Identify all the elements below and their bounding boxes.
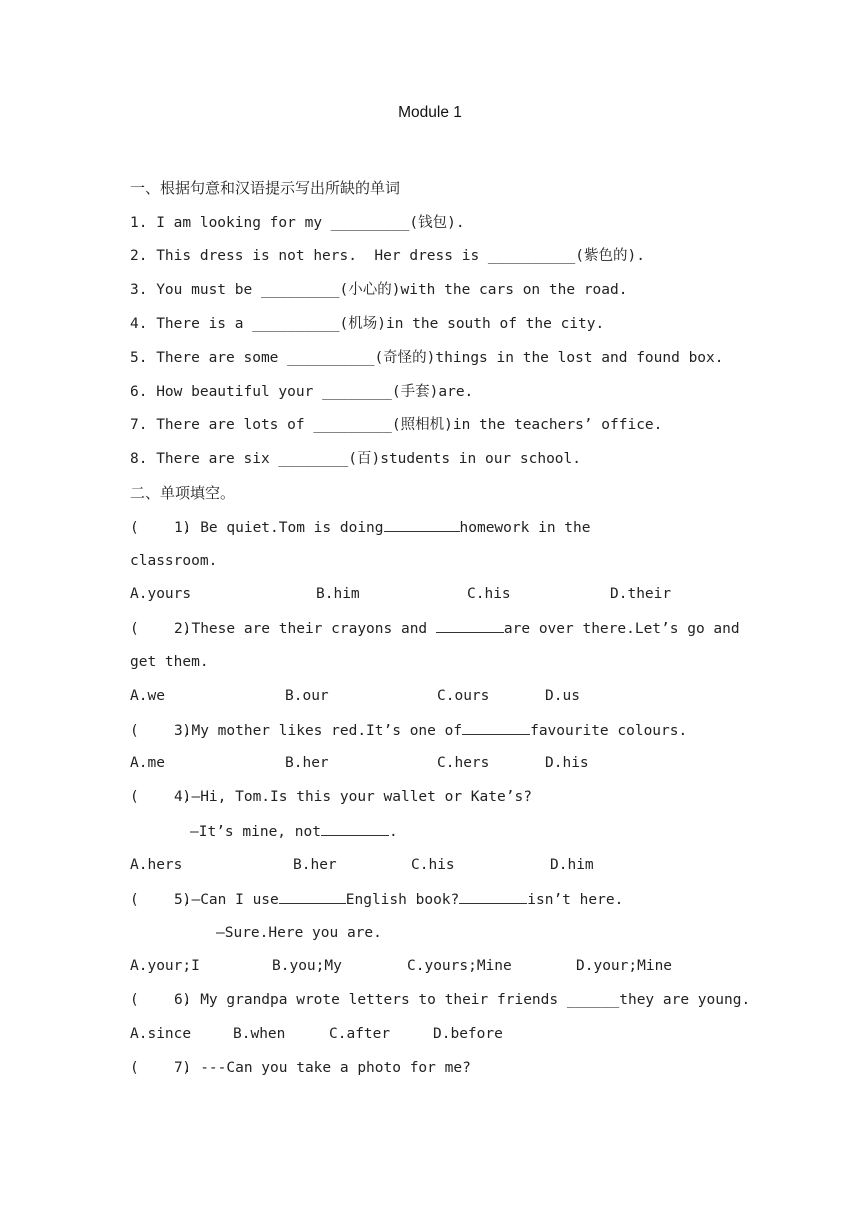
answer-blank[interactable]: _________ [330, 215, 410, 231]
option-d[interactable]: D.before [433, 1026, 503, 1042]
item-hint: (奇怪的)things in the lost and found box. [374, 350, 724, 366]
fill-item-3 [130, 279, 627, 301]
item-text: 6. How beautiful your [130, 384, 323, 400]
question-text: homework in the [459, 520, 591, 536]
option-d[interactable]: D.him [550, 857, 594, 873]
item-hint: (手套)are. [391, 384, 474, 400]
question-7 [130, 1057, 471, 1079]
option-a[interactable]: A.me [130, 755, 165, 771]
option-a[interactable]: A.yours [130, 586, 192, 602]
answer-blank[interactable]: ________ [278, 451, 349, 467]
option-c[interactable]: C.ours [437, 688, 490, 704]
option-a[interactable]: A.we [130, 688, 165, 704]
option-b[interactable]: B.him [316, 586, 360, 602]
option-c[interactable]: C.hers [437, 755, 490, 771]
fill-item-5 [130, 347, 724, 369]
option-d[interactable]: D.us [545, 688, 580, 704]
fill-item-7 [130, 414, 662, 436]
question-2-continuation: get them. [130, 654, 209, 670]
item-text: 3. You must be [130, 282, 261, 298]
question-1-continuation: classroom. [130, 553, 218, 569]
answer-blank[interactable]: __________ [487, 248, 576, 264]
answer-blank[interactable]: _________ [260, 282, 340, 298]
question-3 [130, 719, 687, 741]
option-d[interactable]: D.your;Mine [576, 958, 673, 974]
item-hint: (钱包). [409, 215, 465, 231]
answer-paren[interactable]: ( ) [130, 992, 192, 1008]
option-b[interactable]: B.her [285, 755, 329, 771]
answer-blank[interactable]: ________ [322, 384, 392, 400]
question-text: favourite colours. [530, 723, 688, 739]
page-title: Module 1 [398, 104, 462, 121]
question-text: English book? [345, 892, 460, 908]
answer-blank[interactable]: __________ [252, 316, 340, 332]
fill-item-8 [130, 448, 581, 470]
item-text: 7. There are lots of [130, 417, 314, 433]
answer-blank[interactable] [384, 516, 460, 532]
question-text: 4.—Hi, Tom.Is this your wallet or Kate’s? [174, 789, 532, 805]
item-text: 1. I am looking for my [130, 215, 331, 231]
question-text: they are young. [619, 992, 751, 1008]
answer-blank[interactable]: _________ [313, 417, 392, 433]
question-4 [130, 786, 532, 808]
item-text: 5. There are some [130, 350, 288, 366]
question-text: 7. ---Can you take a photo for me? [174, 1060, 471, 1076]
answer-blank[interactable] [462, 719, 530, 735]
answer-blank[interactable] [279, 888, 346, 904]
option-d[interactable]: D.his [545, 755, 589, 771]
question-5-reply: —Sure.Here you are. [216, 925, 382, 941]
option-b[interactable]: B.our [285, 688, 329, 704]
item-text: 8. There are six [130, 451, 279, 467]
fill-item-6 [130, 381, 473, 403]
option-b[interactable]: B.you;My [272, 958, 342, 974]
answer-paren[interactable]: ( ) [130, 1060, 192, 1076]
fill-item-1 [130, 212, 465, 234]
question-5 [130, 888, 623, 910]
option-d[interactable]: D.their [610, 586, 672, 602]
answer-paren[interactable]: ( ) [130, 621, 192, 637]
option-b[interactable]: B.when [233, 1026, 286, 1042]
option-a[interactable]: A.hers [130, 857, 183, 873]
question-text: 1. Be quiet.Tom is doing [174, 520, 384, 536]
question-6 [130, 989, 750, 1011]
answer-blank[interactable]: __________ [287, 350, 375, 366]
option-a[interactable]: A.your;I [130, 958, 200, 974]
section1-heading: 一、根据句意和汉语提示写出所缺的单词 [130, 179, 401, 197]
question-4-reply [190, 820, 398, 842]
item-text: 2. This dress is not hers. Her dress is [130, 248, 488, 264]
item-text: 4. There is a [130, 316, 253, 332]
item-hint: (紫色的). [575, 248, 645, 264]
fill-item-4 [130, 313, 604, 335]
answer-blank[interactable] [459, 888, 527, 904]
item-hint: (百)students in our school. [348, 451, 581, 467]
reply-text: . [388, 824, 398, 840]
option-c[interactable]: C.his [467, 586, 511, 602]
answer-paren[interactable]: ( ) [130, 892, 192, 908]
answer-paren[interactable]: ( ) [130, 789, 192, 805]
option-c[interactable]: C.his [411, 857, 455, 873]
question-text: are over there.Let’s go and [503, 621, 740, 637]
option-a[interactable]: A.since [130, 1026, 192, 1042]
reply-text: —It’s mine, not [190, 824, 321, 840]
item-hint: (照相机)in the teachers’ office. [391, 417, 663, 433]
question-text: isn’t here. [527, 892, 624, 908]
question-text: 3.My mother likes red.It’s one of [174, 723, 463, 739]
answer-blank[interactable]: ______ [566, 992, 620, 1008]
answer-blank[interactable] [436, 617, 504, 633]
section2-heading: 二、单项填空。 [130, 484, 236, 502]
question-1 [130, 516, 590, 538]
question-text: 6. My grandpa wrote letters to their friends [174, 992, 567, 1008]
answer-paren[interactable]: ( ) [130, 723, 192, 739]
answer-paren[interactable]: ( ) [130, 520, 192, 536]
question-text: 2.These are their crayons and [174, 621, 436, 637]
option-b[interactable]: B.her [293, 857, 337, 873]
option-c[interactable]: C.after [329, 1026, 391, 1042]
item-hint: (机场)in the south of the city. [339, 316, 605, 332]
question-text: 5.—Can I use [174, 892, 279, 908]
answer-blank[interactable] [321, 820, 389, 836]
option-c[interactable]: C.yours;Mine [407, 958, 512, 974]
fill-item-2 [130, 245, 645, 267]
question-2 [130, 617, 740, 639]
item-hint: (小心的)with the cars on the road. [339, 282, 628, 298]
